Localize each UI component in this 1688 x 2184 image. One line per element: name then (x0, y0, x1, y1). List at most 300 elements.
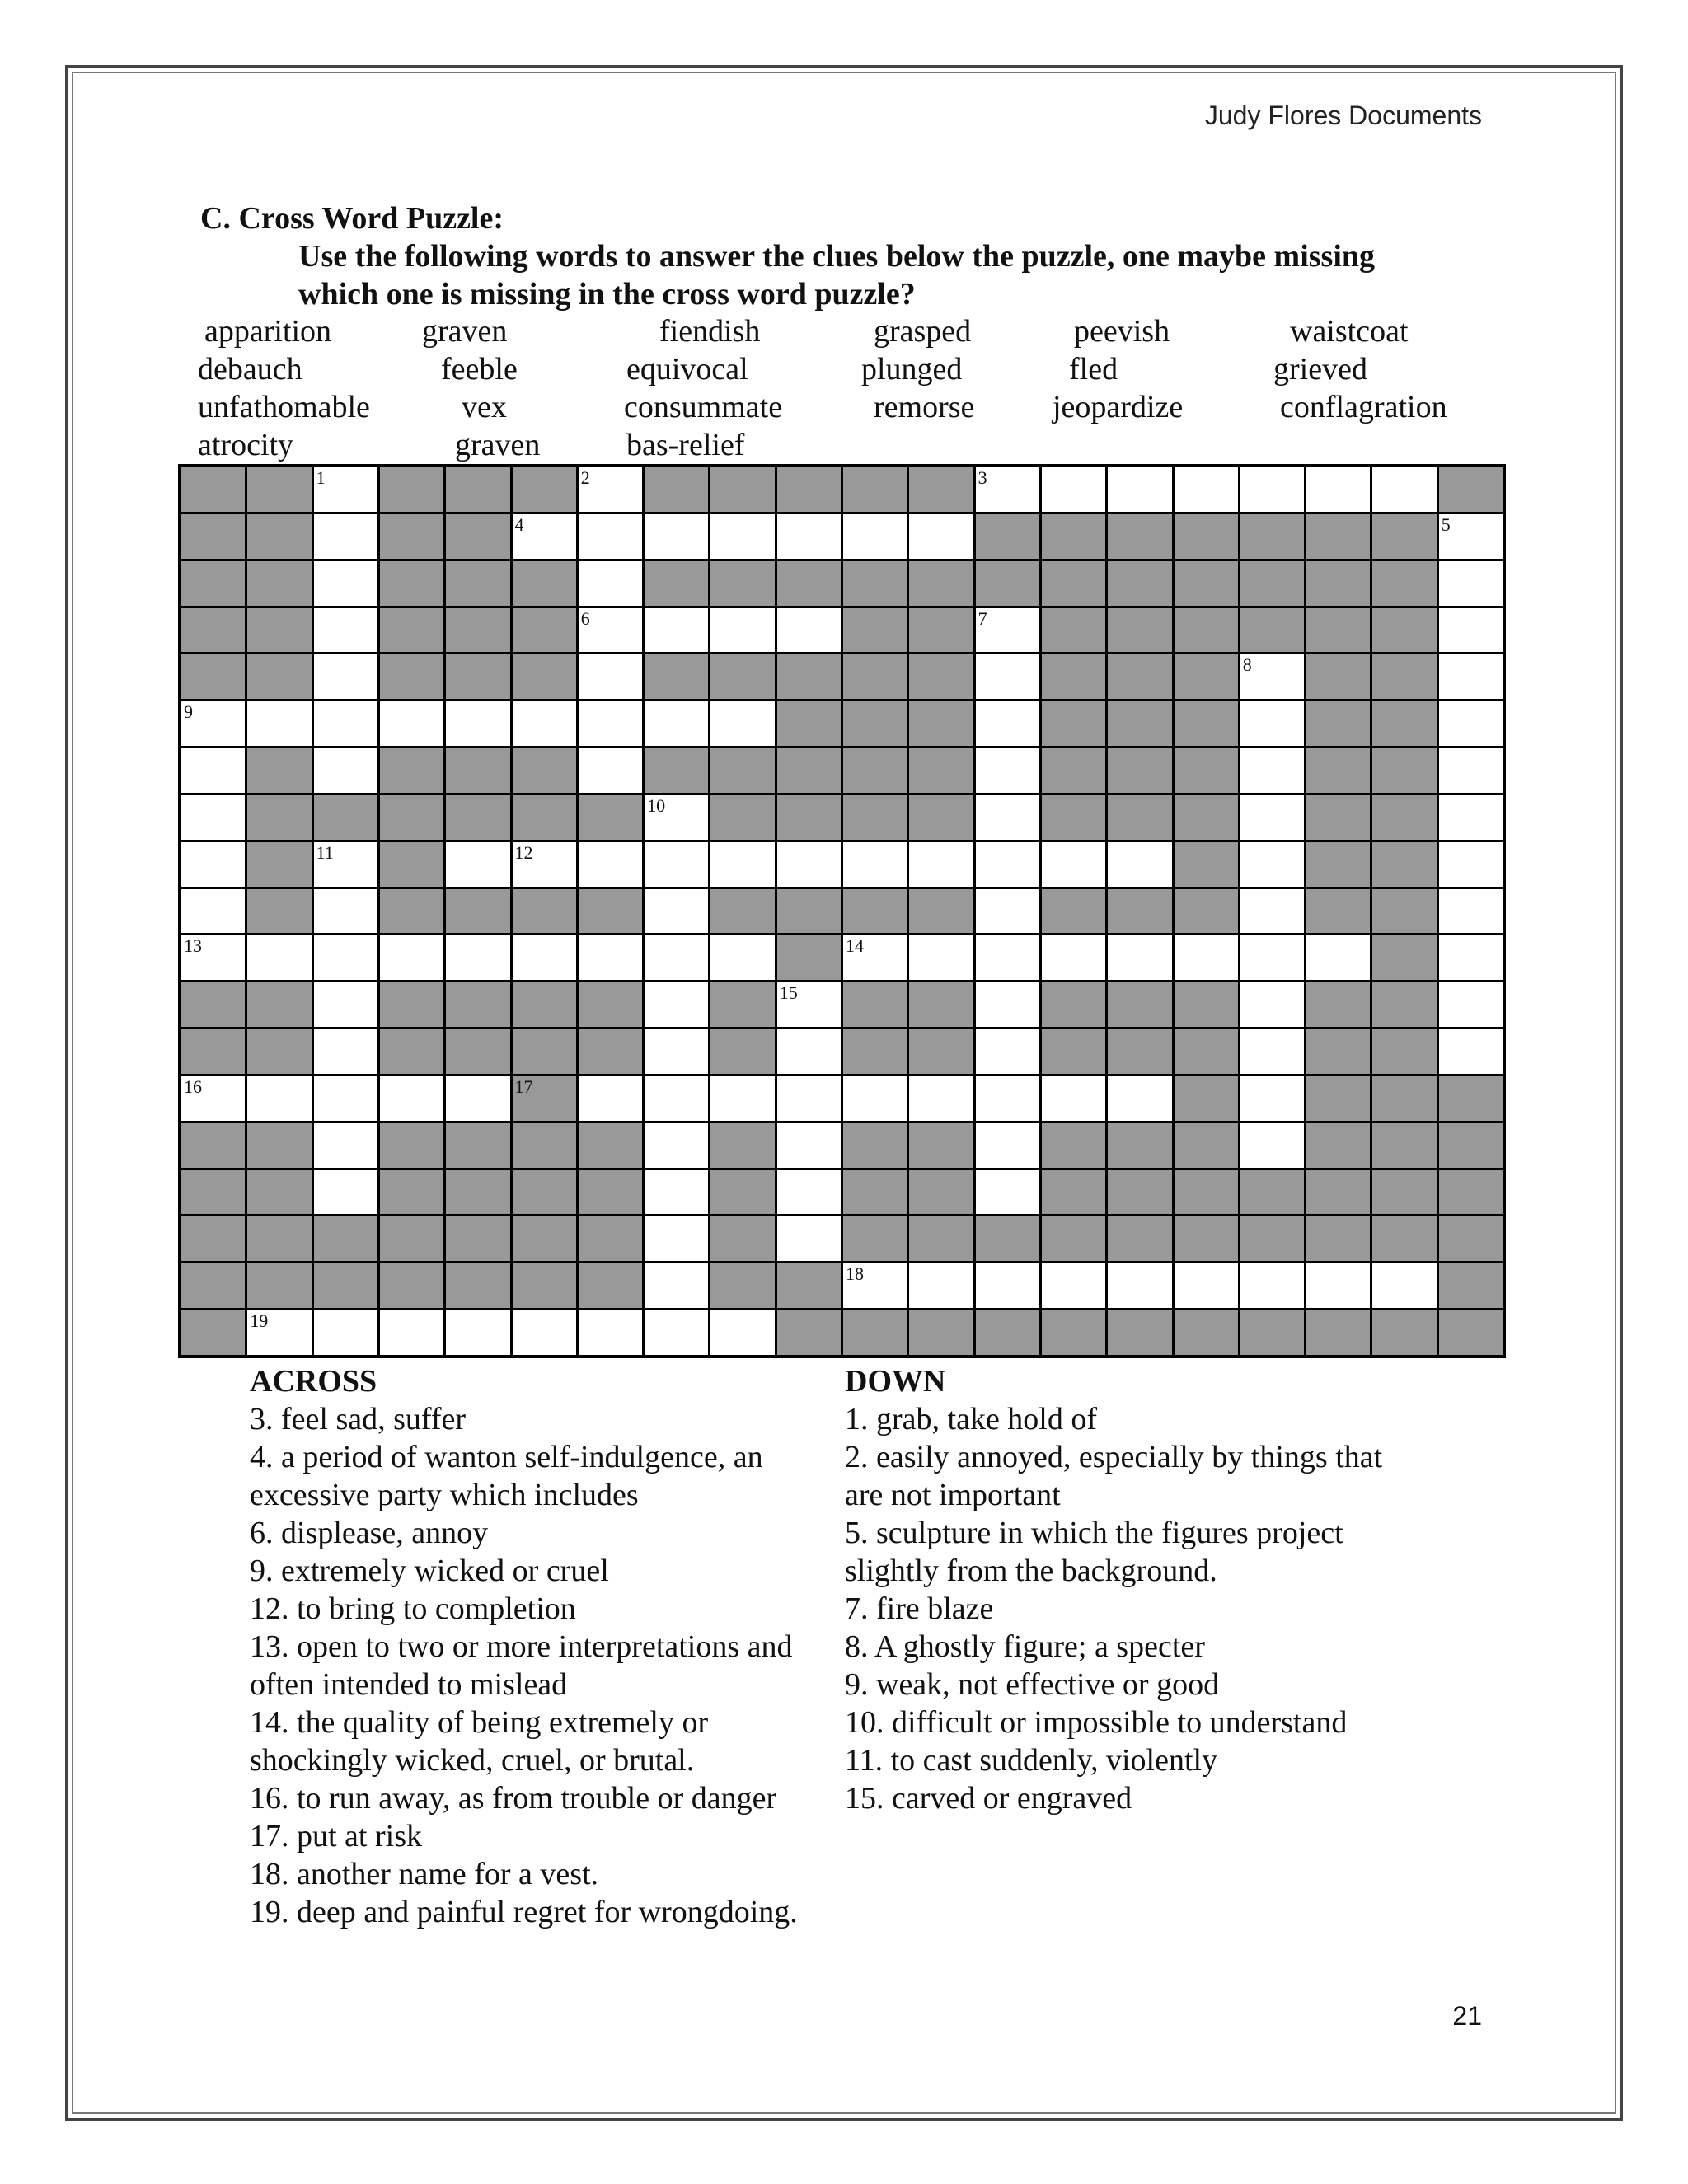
crossword-cell[interactable] (1240, 1263, 1304, 1308)
crossword-block (1042, 514, 1105, 559)
crossword-block (645, 467, 708, 512)
crossword-block (777, 561, 841, 606)
crossword-cell[interactable] (1306, 935, 1370, 980)
crossword-cell[interactable] (976, 889, 1039, 934)
crossword-cell[interactable] (777, 514, 841, 559)
crossword-cell[interactable] (513, 514, 576, 559)
crossword-block (1108, 1123, 1171, 1168)
crossword-cell[interactable] (710, 1076, 774, 1121)
crossword-block (1372, 561, 1436, 606)
crossword-cell[interactable] (380, 935, 443, 980)
crossword-block (1175, 842, 1238, 887)
crossword-block (1306, 1123, 1370, 1168)
across-clue: 12. to bring to completion (250, 1591, 576, 1626)
crossword-block (380, 842, 443, 887)
crossword-block (1306, 748, 1370, 793)
crossword-cell[interactable] (314, 514, 377, 559)
crossword-cell[interactable] (1240, 842, 1304, 887)
crossword-cell[interactable] (181, 1076, 245, 1121)
crossword-block (976, 561, 1039, 606)
crossword-cell[interactable] (976, 748, 1039, 793)
word-bank-item: fiendish (659, 314, 761, 349)
crossword-cell[interactable] (314, 1310, 377, 1355)
crossword-cell[interactable] (1240, 1076, 1304, 1121)
crossword-cell[interactable] (1042, 1263, 1105, 1308)
crossword-block (1439, 1216, 1503, 1261)
instructions-line: Use the following words to answer the clues below the puzzle, one maybe missing (298, 239, 1376, 274)
clue-number: 16 (184, 1076, 202, 1097)
crossword-cell[interactable] (579, 561, 642, 606)
crossword-cell[interactable] (1439, 842, 1503, 887)
crossword-cell[interactable] (843, 1263, 907, 1308)
word-bank-item: bas-relief (626, 428, 745, 462)
crossword-cell[interactable] (579, 608, 642, 653)
clue-number: 11 (316, 841, 334, 863)
crossword-cell[interactable] (1240, 701, 1304, 746)
crossword-cell[interactable] (976, 982, 1039, 1027)
crossword-cell[interactable] (1439, 889, 1503, 934)
crossword-block (1240, 561, 1304, 606)
crossword-cell[interactable] (976, 1029, 1039, 1074)
crossword-cell[interactable] (1439, 1029, 1503, 1074)
crossword-block (1042, 561, 1105, 606)
crossword-block (777, 935, 841, 980)
crossword-cell[interactable] (976, 1123, 1039, 1168)
crossword-cell[interactable] (976, 654, 1039, 699)
crossword-cell[interactable] (446, 842, 509, 887)
crossword-block (181, 1216, 245, 1261)
crossword-cell[interactable] (777, 1029, 841, 1074)
crossword-block (1108, 561, 1171, 606)
crossword-cell[interactable] (777, 842, 841, 887)
crossword-cell[interactable] (181, 748, 245, 793)
crossword-block (181, 561, 245, 606)
word-bank-item: unfathomable (198, 390, 370, 424)
crossword-cell[interactable] (909, 1263, 973, 1308)
clue-number: 4 (514, 513, 524, 535)
crossword-block (446, 795, 509, 840)
crossword-block (181, 1310, 245, 1355)
crossword-cell[interactable] (380, 1310, 443, 1355)
clue-number: 17 (514, 1076, 533, 1097)
word-bank-item: feeble (441, 352, 518, 387)
crossword-cell[interactable] (645, 889, 708, 934)
word-bank-item: jeopardize (1053, 390, 1184, 424)
word-bank-item: plunged (861, 352, 963, 387)
crossword-cell[interactable] (976, 842, 1039, 887)
crossword-block (1108, 795, 1171, 840)
crossword-cell[interactable] (710, 935, 774, 980)
crossword-cell[interactable] (446, 935, 509, 980)
crossword-block (579, 1263, 642, 1308)
crossword-cell[interactable] (314, 1029, 377, 1074)
crossword-cell[interactable] (645, 1029, 708, 1074)
crossword-cell[interactable] (1439, 795, 1503, 840)
instructions (298, 237, 1485, 313)
crossword-block (446, 467, 509, 512)
crossword-cell[interactable] (976, 467, 1039, 512)
crossword-block (181, 514, 245, 559)
crossword-cell[interactable] (645, 1263, 708, 1308)
crossword-cell[interactable] (976, 1170, 1039, 1215)
crossword-cell[interactable] (1175, 935, 1238, 980)
crossword-block (1306, 1029, 1370, 1074)
crossword-block (1306, 889, 1370, 934)
crossword-cell[interactable] (1240, 654, 1304, 699)
word-bank-item: consummate (624, 390, 783, 424)
crossword-cell[interactable] (976, 1263, 1039, 1308)
crossword-block (710, 889, 774, 934)
crossword-cell[interactable] (247, 701, 311, 746)
down-clue: 2. easily annoyed, especially by things that are not important (845, 1440, 1383, 1512)
crossword-block (1372, 795, 1436, 840)
crossword-block (247, 795, 311, 840)
crossword-cell[interactable] (314, 842, 377, 887)
crossword-cell[interactable] (181, 701, 245, 746)
crossword-cell[interactable] (579, 701, 642, 746)
crossword-cell[interactable] (579, 842, 642, 887)
crossword-cell[interactable] (1439, 608, 1503, 653)
crossword-block (181, 1123, 245, 1168)
crossword-cell[interactable] (909, 1076, 973, 1121)
crossword-block (909, 889, 973, 934)
crossword-cell[interactable] (314, 608, 377, 653)
crossword-block (843, 982, 907, 1027)
crossword-block (579, 1170, 642, 1215)
crossword-cell[interactable] (314, 748, 377, 793)
crossword-block (1372, 1076, 1436, 1121)
crossword-block (909, 1029, 973, 1074)
crossword-cell[interactable] (645, 935, 708, 980)
crossword-block (1439, 1076, 1503, 1121)
word-bank-item: graven (455, 428, 541, 462)
crossword-cell[interactable] (1240, 748, 1304, 793)
crossword-cell[interactable] (710, 1310, 774, 1355)
word-bank-item: grasped (874, 314, 972, 349)
crossword-cell[interactable] (843, 842, 907, 887)
crossword-cell[interactable] (1240, 1123, 1304, 1168)
crossword-block (380, 561, 443, 606)
crossword-block (513, 1029, 576, 1074)
crossword-block (1306, 1170, 1370, 1215)
crossword-block (645, 654, 708, 699)
word-bank-item: vex (462, 390, 507, 424)
crossword-block (843, 1123, 907, 1168)
crossword-cell[interactable] (380, 701, 443, 746)
crossword-cell[interactable] (247, 1310, 311, 1355)
crossword-cell[interactable] (380, 1076, 443, 1121)
crossword-cell[interactable] (645, 608, 708, 653)
crossword-cell[interactable] (579, 1076, 642, 1121)
crossword-cell[interactable] (181, 935, 245, 980)
crossword-block (181, 982, 245, 1027)
crossword-cell[interactable] (446, 1310, 509, 1355)
crossword-block (181, 467, 245, 512)
crossword-cell[interactable] (579, 467, 642, 512)
down-clue: 10. difficult or impossible to understand (845, 1705, 1348, 1740)
crossword-block (314, 1216, 377, 1261)
crossword-block (777, 748, 841, 793)
crossword-block (380, 654, 443, 699)
across-clue: 18. another name for a vest. (250, 1857, 599, 1891)
crossword-cell[interactable] (513, 842, 576, 887)
crossword-block (380, 889, 443, 934)
crossword-block (843, 1216, 907, 1261)
crossword-cell[interactable] (843, 935, 907, 980)
crossword-block (380, 748, 443, 793)
crossword-cell[interactable] (579, 935, 642, 980)
crossword-block (1042, 1029, 1105, 1074)
down-heading: DOWN (845, 1364, 946, 1399)
crossword-cell[interactable] (579, 514, 642, 559)
crossword-block (710, 1170, 774, 1215)
crossword-block (380, 982, 443, 1027)
crossword-cell[interactable] (1439, 982, 1503, 1027)
crossword-block (1108, 748, 1171, 793)
crossword-block (1240, 608, 1304, 653)
clue-number: 13 (184, 935, 202, 957)
crossword-cell[interactable] (1439, 748, 1503, 793)
crossword-cell[interactable] (1175, 1263, 1238, 1308)
crossword-cell[interactable] (909, 842, 973, 887)
crossword-cell[interactable] (777, 1123, 841, 1168)
crossword-grid (178, 464, 1506, 1358)
word-bank (0, 313, 1688, 462)
crossword-cell[interactable] (1042, 467, 1105, 512)
crossword-cell[interactable] (314, 935, 377, 980)
crossword-cell[interactable] (1108, 935, 1171, 980)
crossword-block (843, 1029, 907, 1074)
word-bank-item: atrocity (198, 428, 294, 462)
crossword-cell[interactable] (710, 701, 774, 746)
crossword-block (1175, 889, 1238, 934)
crossword-block (1108, 1029, 1171, 1074)
crossword-cell[interactable] (314, 889, 377, 934)
crossword-block (1175, 1076, 1238, 1121)
crossword-cell[interactable] (1108, 467, 1171, 512)
clue-number: 2 (580, 467, 590, 488)
crossword-cell[interactable] (314, 701, 377, 746)
crossword-cell[interactable] (181, 795, 245, 840)
document-header: Judy Flores Documents (1204, 101, 1482, 130)
crossword-cell[interactable] (710, 514, 774, 559)
across-clue: 13. open to two or more interpretations and often intended to mislead (250, 1629, 793, 1702)
crossword-block (1372, 654, 1436, 699)
crossword-cell[interactable] (1108, 1076, 1171, 1121)
crossword-cell[interactable] (1042, 935, 1105, 980)
crossword-block (909, 795, 973, 840)
crossword-block (1372, 1216, 1436, 1261)
word-bank-item: debauch (198, 352, 302, 387)
crossword-cell[interactable] (976, 795, 1039, 840)
crossword-cell[interactable] (513, 701, 576, 746)
crossword-block (247, 748, 311, 793)
crossword-block (1108, 1310, 1171, 1355)
crossword-cell[interactable] (1439, 514, 1503, 559)
crossword-cell[interactable] (314, 467, 377, 512)
crossword-cell[interactable] (909, 935, 973, 980)
crossword-cell[interactable] (777, 1170, 841, 1215)
crossword-block (181, 1170, 245, 1215)
crossword-block (247, 889, 311, 934)
crossword-block (579, 889, 642, 934)
crossword-cell[interactable] (314, 1170, 377, 1215)
crossword-cell[interactable] (645, 842, 708, 887)
crossword-block (1042, 889, 1105, 934)
crossword-cell[interactable] (1372, 1263, 1436, 1308)
crossword-block (1439, 1170, 1503, 1215)
crossword-cell[interactable] (1240, 889, 1304, 934)
down-clue: 11. to cast suddenly, violently (845, 1743, 1218, 1778)
crossword-cell[interactable] (1372, 467, 1436, 512)
crossword-block (1306, 561, 1370, 606)
crossword-block (446, 561, 509, 606)
page-number: 21 (1452, 2001, 1482, 2031)
crossword-block (1240, 1170, 1304, 1215)
crossword-block (513, 561, 576, 606)
crossword-cell[interactable] (645, 1123, 708, 1168)
crossword-cell[interactable] (1042, 842, 1105, 887)
crossword-block (579, 1123, 642, 1168)
crossword-block (1175, 514, 1238, 559)
crossword-cell[interactable] (843, 1076, 907, 1121)
crossword-block (1306, 701, 1370, 746)
crossword-cell[interactable] (446, 1076, 509, 1121)
crossword-block (909, 748, 973, 793)
crossword-cell[interactable] (976, 608, 1039, 653)
crossword-block (1306, 982, 1370, 1027)
crossword-block (1372, 1310, 1436, 1355)
crossword-cell[interactable] (645, 982, 708, 1027)
crossword-cell[interactable] (1240, 935, 1304, 980)
crossword-cell[interactable] (645, 1170, 708, 1215)
crossword-cell[interactable] (314, 654, 377, 699)
crossword-cell[interactable] (181, 889, 245, 934)
crossword-cell[interactable] (1240, 795, 1304, 840)
crossword-block (1108, 1170, 1171, 1215)
crossword-block (579, 795, 642, 840)
crossword-block (380, 1123, 443, 1168)
crossword-cell[interactable] (579, 748, 642, 793)
clue-number: 7 (978, 607, 987, 629)
crossword-block (1175, 608, 1238, 653)
crossword-block (579, 1216, 642, 1261)
crossword-cell[interactable] (710, 608, 774, 653)
across-clue: 6. displease, annoy (250, 1516, 489, 1550)
crossword-cell[interactable] (1439, 935, 1503, 980)
crossword-cell[interactable] (843, 514, 907, 559)
crossword-block (1108, 889, 1171, 934)
crossword-cell[interactable] (579, 1310, 642, 1355)
crossword-cell[interactable] (777, 1076, 841, 1121)
crossword-cell[interactable] (1306, 467, 1370, 512)
crossword-block (909, 1170, 973, 1215)
crossword-block (247, 654, 311, 699)
crossword-cell[interactable] (645, 1310, 708, 1355)
crossword-block (1175, 795, 1238, 840)
crossword-block (380, 1216, 443, 1261)
crossword-cell[interactable] (777, 982, 841, 1027)
crossword-cell[interactable] (247, 935, 311, 980)
crossword-block (446, 654, 509, 699)
crossword-cell[interactable] (314, 982, 377, 1027)
crossword-block (843, 1170, 907, 1215)
crossword-cell[interactable] (1240, 982, 1304, 1027)
crossword-cell[interactable] (1306, 1263, 1370, 1308)
crossword-block (513, 608, 576, 653)
crossword-cell[interactable] (446, 701, 509, 746)
crossword-block (1372, 748, 1436, 793)
crossword-block (446, 889, 509, 934)
crossword-block (976, 1310, 1039, 1355)
clue-number: 19 (250, 1310, 269, 1332)
crossword-cell[interactable] (1175, 467, 1238, 512)
across-clue: 4. a period of wanton self-indulgence, an excessive party which includes (250, 1440, 763, 1512)
crossword-cell[interactable] (777, 608, 841, 653)
crossword-block (380, 514, 443, 559)
crossword-cell[interactable] (314, 1123, 377, 1168)
crossword-block (1042, 1123, 1105, 1168)
crossword-cell[interactable] (1240, 467, 1304, 512)
crossword-block (976, 514, 1039, 559)
crossword-block (513, 1123, 576, 1168)
crossword-block (446, 1029, 509, 1074)
crossword-block (446, 1123, 509, 1168)
crossword-cell[interactable] (579, 654, 642, 699)
crossword-block (247, 1123, 311, 1168)
crossword-block (513, 1076, 576, 1121)
crossword-cell[interactable] (645, 701, 708, 746)
crossword-block (710, 561, 774, 606)
crossword-block (843, 795, 907, 840)
crossword-cell[interactable] (645, 795, 708, 840)
clue-number: 15 (779, 982, 798, 1004)
crossword-cell[interactable] (314, 561, 377, 606)
crossword-cell[interactable] (645, 514, 708, 559)
across-clue: 14. the quality of being extremely or shockingly wicked, cruel, or brutal. (250, 1705, 709, 1778)
crossword-cell[interactable] (1042, 1076, 1105, 1121)
across-clues (250, 1362, 843, 1931)
crossword-cell[interactable] (909, 514, 973, 559)
crossword-cell[interactable] (513, 935, 576, 980)
crossword-cell[interactable] (976, 935, 1039, 980)
crossword-cell[interactable] (1240, 1029, 1304, 1074)
crossword-cell[interactable] (976, 701, 1039, 746)
crossword-cell[interactable] (1439, 701, 1503, 746)
crossword-block (777, 1263, 841, 1308)
crossword-block (247, 1216, 311, 1261)
crossword-cell[interactable] (1108, 842, 1171, 887)
crossword-block (1175, 1310, 1238, 1355)
crossword-cell[interactable] (710, 842, 774, 887)
crossword-cell[interactable] (513, 1310, 576, 1355)
crossword-cell[interactable] (1439, 654, 1503, 699)
down-clue: 9. weak, not effective or good (845, 1667, 1220, 1702)
crossword-cell[interactable] (645, 1076, 708, 1121)
crossword-cell[interactable] (314, 1076, 377, 1121)
crossword-cell[interactable] (1439, 561, 1503, 606)
crossword-cell[interactable] (645, 1216, 708, 1261)
crossword-block (1372, 1029, 1436, 1074)
crossword-block (1175, 1170, 1238, 1215)
crossword-block (1372, 935, 1436, 980)
crossword-cell[interactable] (1108, 1263, 1171, 1308)
crossword-cell[interactable] (247, 1076, 311, 1121)
crossword-cell[interactable] (777, 1216, 841, 1261)
crossword-cell[interactable] (976, 1076, 1039, 1121)
crossword-cell[interactable] (181, 842, 245, 887)
across-clue: 9. extremely wicked or cruel (250, 1554, 609, 1588)
